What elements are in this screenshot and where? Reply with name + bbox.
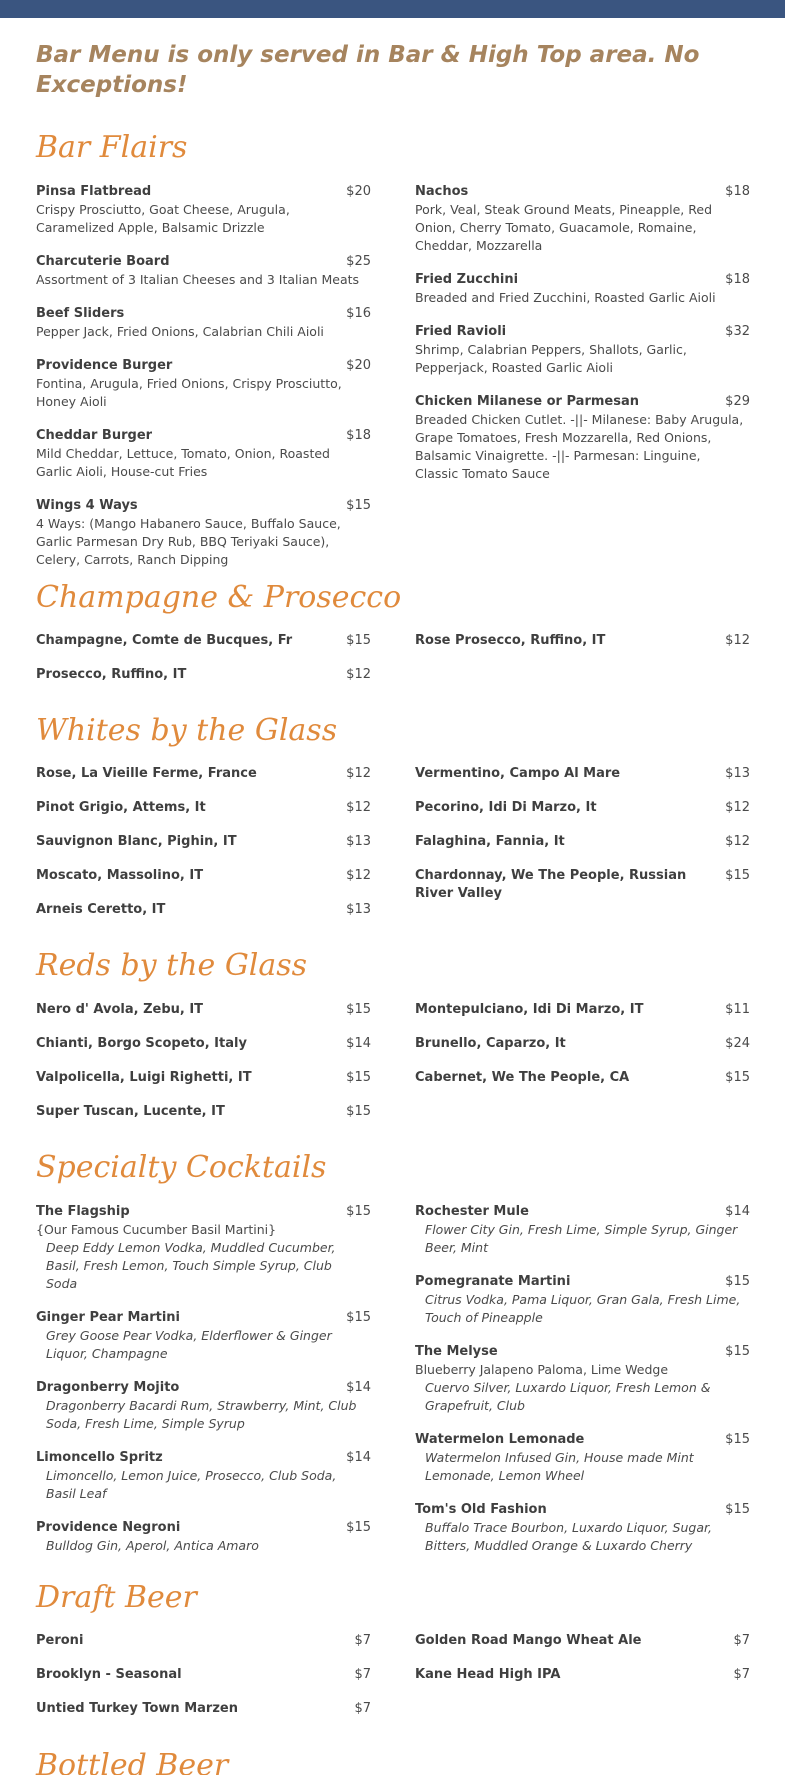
item-price: $12 <box>346 868 371 883</box>
item-name: Falaghina, Fannia, It <box>415 834 565 849</box>
menu-item <box>36 833 371 851</box>
item-name: Watermelon Lemonade <box>415 1432 585 1447</box>
menu-item <box>36 497 371 569</box>
menu-item <box>36 632 371 650</box>
item-name: Rochester Mule <box>415 1204 529 1219</box>
section-title-bottled-beer: Bottled Beer <box>36 1748 229 1775</box>
item-name: Nero d' Avola, Zebu, IT <box>36 1002 204 1017</box>
item-description: 4 Ways: (Mango Habanero Sauce, Buffalo Sauce, Garlic Parmesan Dry Rub, BBQ Teriyaki Sauce), Celery, Carrots, Ranch Dipping <box>36 516 341 567</box>
menu-item <box>415 1666 750 1684</box>
item-price: $12 <box>346 667 371 682</box>
menu-item <box>415 1632 750 1650</box>
item-name: Arneis Ceretto, IT <box>36 902 166 917</box>
menu-item <box>415 632 750 650</box>
item-name: Pecorino, Idi Di Marzo, It <box>415 800 597 815</box>
menu-item <box>415 323 750 377</box>
item-subtitle: Blueberry Jalapeno Paloma, Lime Wedge <box>415 1362 669 1377</box>
item-price: $18 <box>346 428 371 443</box>
item-name: Vermentino, Campo Al Mare <box>415 766 621 781</box>
menu-item <box>36 666 371 684</box>
item-name: Brunello, Caparzo, It <box>415 1036 566 1051</box>
draft-right-column <box>415 1632 750 1700</box>
item-price: $18 <box>725 184 750 199</box>
reds-left-column <box>36 1001 371 1137</box>
item-price: $12 <box>725 834 750 849</box>
item-name: Chianti, Borgo Scopeto, Italy <box>36 1036 247 1051</box>
item-price: $7 <box>354 1701 371 1716</box>
item-ingredients: Flower City Gin, Fresh Lime, Simple Syrup, Ginger Beer, Mint <box>425 1222 738 1255</box>
item-description: Shrimp, Calabrian Peppers, Shallots, Garlic, Pepperjack, Roasted Garlic Aioli <box>415 342 687 375</box>
item-price: $12 <box>725 633 750 648</box>
menu-item <box>36 427 371 481</box>
item-name: Dragonberry Mojito <box>36 1380 180 1395</box>
item-price: $20 <box>346 358 371 373</box>
item-description: Pepper Jack, Fried Onions, Calabrian Chili Aioli <box>36 324 324 339</box>
item-price: $14 <box>346 1036 371 1051</box>
reds-right-column <box>415 1001 750 1103</box>
item-name: Fried Ravioli <box>415 324 507 339</box>
item-price: $15 <box>346 1002 371 1017</box>
item-description: Mild Cheddar, Lettuce, Tomato, Onion, Roasted Garlic Aioli, House-cut Fries <box>36 446 330 479</box>
item-name: Sauvignon Blanc, Pighin, IT <box>36 834 237 849</box>
item-name: Kane Head High IPA <box>415 1667 561 1682</box>
item-name: Ginger Pear Martini <box>36 1310 180 1325</box>
item-name: Tom's Old Fashion <box>415 1502 547 1517</box>
menu-item <box>36 799 371 817</box>
item-name: Providence Burger <box>36 358 173 373</box>
cocktails-left-column <box>36 1203 371 1571</box>
bar-menu-notice: Bar Menu is only served in Bar & High Top area. No Exceptions! <box>36 42 700 98</box>
menu-item <box>36 765 371 783</box>
item-price: $25 <box>346 254 371 269</box>
menu-item <box>36 867 371 885</box>
item-description: Crispy Prosciutto, Goat Cheese, Arugula, Caramelized Apple, Balsamic Drizzle <box>36 202 290 235</box>
item-price: $13 <box>346 834 371 849</box>
item-name: Fried Zucchini <box>415 272 519 287</box>
item-ingredients: Limoncello, Lemon Juice, Prosecco, Club Soda, Basil Leaf <box>46 1468 337 1501</box>
item-name: Pinsa Flatbread <box>36 184 152 199</box>
item-price: $15 <box>725 1432 750 1447</box>
champagne-right-column <box>415 632 750 666</box>
item-price: $7 <box>354 1633 371 1648</box>
item-name: Charcuterie Board <box>36 254 170 269</box>
menu-item <box>415 765 750 783</box>
menu-item <box>415 1431 750 1485</box>
item-name: Chicken Milanese or Parmesan <box>415 394 639 409</box>
item-name: Cabernet, We The People, CA <box>415 1070 630 1085</box>
item-name: Providence Negroni <box>36 1520 181 1535</box>
menu-item <box>36 1379 371 1433</box>
menu-item <box>415 833 750 851</box>
item-ingredients: Cuervo Silver, Luxardo Liquor, Fresh Lemon & Grapefruit, Club <box>425 1380 711 1413</box>
item-price: $15 <box>725 1502 750 1517</box>
item-name: Untied Turkey Town Marzen <box>36 1701 238 1716</box>
item-price: $29 <box>725 394 750 409</box>
item-price: $15 <box>725 868 750 883</box>
item-price: $15 <box>346 633 371 648</box>
item-price: $11 <box>725 1002 750 1017</box>
item-price: $15 <box>346 1204 371 1219</box>
menu-item <box>415 1501 750 1555</box>
whites-left-column <box>36 765 371 935</box>
menu-item <box>36 1035 371 1053</box>
item-ingredients: Watermelon Infused Gin, House made Mint Lemonade, Lemon Wheel <box>425 1450 694 1483</box>
menu-item <box>36 1666 371 1684</box>
item-price: $15 <box>725 1070 750 1085</box>
menu-item <box>36 253 371 289</box>
item-name: Rose Prosecco, Ruffino, IT <box>415 633 606 648</box>
item-name: Super Tuscan, Lucente, IT <box>36 1104 225 1119</box>
item-price: $20 <box>346 184 371 199</box>
item-name: Moscato, Massolino, IT <box>36 868 204 883</box>
item-price: $12 <box>725 800 750 815</box>
menu-item <box>36 1700 371 1718</box>
item-price: $14 <box>346 1380 371 1395</box>
menu-item <box>36 1632 371 1650</box>
section-title-whites: Whites by the Glass <box>36 713 338 748</box>
champagne-left-column <box>36 632 371 700</box>
item-price: $16 <box>346 306 371 321</box>
item-ingredients: Grey Goose Pear Vodka, Elderflower & Ginger Liquor, Champagne <box>46 1328 332 1361</box>
item-price: $15 <box>346 1070 371 1085</box>
item-ingredients: Citrus Vodka, Pama Liquor, Gran Gala, Fresh Lime, Touch of Pineapple <box>425 1292 741 1325</box>
menu-item <box>415 1069 750 1087</box>
item-price: $18 <box>725 272 750 287</box>
menu-item <box>36 357 371 411</box>
item-name: Golden Road Mango Wheat Ale <box>415 1633 642 1648</box>
draft-left-column <box>36 1632 371 1734</box>
item-description: Fontina, Arugula, Fried Onions, Crispy Prosciutto, Honey Aioli <box>36 376 342 409</box>
whites-right-column <box>415 765 750 901</box>
item-name: Pomegranate Martini <box>415 1274 571 1289</box>
item-name: The Melyse <box>415 1344 498 1359</box>
item-name: Champagne, Comte de Bucques, Fr <box>36 633 293 648</box>
menu-item <box>415 1273 750 1327</box>
item-name: Pinot Grigio, Attems, It <box>36 800 206 815</box>
item-description: Pork, Veal, Steak Ground Meats, Pineapple, Red Onion, Cherry Tomato, Guacamole, Romaine, Cheddar, Mozzarella <box>415 202 712 253</box>
item-name: Brooklyn - Seasonal <box>36 1667 182 1682</box>
item-name: Limoncello Spritz <box>36 1450 163 1465</box>
item-description: Breaded and Fried Zucchini, Roasted Garlic Aioli <box>415 290 716 305</box>
item-price: $14 <box>725 1204 750 1219</box>
item-ingredients: Bulldog Gin, Aperol, Antica Amaro <box>46 1538 259 1553</box>
item-price: $7 <box>733 1667 750 1682</box>
item-price: $7 <box>733 1633 750 1648</box>
item-ingredients: Buffalo Trace Bourbon, Luxardo Liquor, Sugar, Bitters, Muddled Orange & Luxardo Cherry <box>425 1520 712 1553</box>
item-price: $13 <box>725 766 750 781</box>
item-name: Beef Sliders <box>36 306 125 321</box>
cocktails-right-column <box>415 1203 750 1571</box>
item-price: $12 <box>346 766 371 781</box>
item-price: $24 <box>725 1036 750 1051</box>
item-price: $15 <box>346 1520 371 1535</box>
menu-item <box>36 1069 371 1087</box>
menu-item <box>415 799 750 817</box>
section-title-bar-flairs: Bar Flairs <box>36 130 188 165</box>
item-price: $32 <box>725 324 750 339</box>
item-description: Assortment of 3 Italian Cheeses and 3 Italian Meats <box>36 272 360 287</box>
item-name: Prosecco, Ruffino, IT <box>36 667 187 682</box>
menu-item <box>36 1449 371 1503</box>
section-title-champagne-prosecco: Champagne & Prosecco <box>36 580 402 615</box>
menu-item <box>36 1203 371 1293</box>
item-name: Montepulciano, Idi Di Marzo, IT <box>415 1002 644 1017</box>
item-price: $15 <box>725 1274 750 1289</box>
menu-item <box>415 393 750 483</box>
item-name: Cheddar Burger <box>36 428 153 443</box>
top-bar <box>0 0 785 18</box>
item-name: Chardonnay, We The People, Russian River Valley <box>415 868 687 901</box>
item-price: $14 <box>346 1450 371 1465</box>
menu-item <box>36 1309 371 1363</box>
bar-flairs-right-column <box>415 183 750 499</box>
item-price: $15 <box>346 1310 371 1325</box>
menu-item <box>36 901 371 919</box>
item-name: Wings 4 Ways <box>36 498 138 513</box>
item-price: $15 <box>346 1104 371 1119</box>
menu-item <box>36 305 371 341</box>
item-name: Nachos <box>415 184 469 199</box>
item-name: The Flagship <box>36 1204 130 1219</box>
menu-item <box>36 1103 371 1121</box>
item-description: Breaded Chicken Cutlet. -||- Milanese: Baby Arugula, Grape Tomatoes, Fresh Mozzarella, Red Onions, Balsamic Vinaigrette. -||- Parmesan: Linguine, Classic Tomato Sauce <box>415 412 744 481</box>
menu-item <box>415 1203 750 1257</box>
item-price: $12 <box>346 800 371 815</box>
menu-item <box>415 183 750 255</box>
menu-item <box>36 1001 371 1019</box>
item-price: $13 <box>346 902 371 917</box>
item-price: $15 <box>346 498 371 513</box>
section-title-reds: Reds by the Glass <box>36 948 308 983</box>
menu-item <box>415 271 750 307</box>
menu-item <box>415 1001 750 1019</box>
item-subtitle: {Our Famous Cucumber Basil Martini} <box>36 1222 277 1237</box>
section-title-draft-beer: Draft Beer <box>36 1580 197 1615</box>
menu-item <box>415 867 750 901</box>
item-name: Rose, La Vieille Ferme, France <box>36 766 257 781</box>
section-title-cocktails: Specialty Cocktails <box>36 1150 327 1185</box>
item-ingredients: Deep Eddy Lemon Vodka, Muddled Cucumber, Basil, Fresh Lemon, Touch Simple Syrup, Club Soda <box>46 1240 336 1291</box>
item-ingredients: Dragonberry Bacardi Rum, Strawberry, Mint, Club Soda, Fresh Lime, Simple Syrup <box>46 1398 357 1431</box>
item-name: Valpolicella, Luigi Righetti, IT <box>36 1070 252 1085</box>
menu-item <box>36 183 371 237</box>
menu-item <box>415 1343 750 1415</box>
item-price: $7 <box>354 1667 371 1682</box>
menu-item <box>36 1519 371 1555</box>
item-name: Peroni <box>36 1633 84 1648</box>
menu-item <box>415 1035 750 1053</box>
bar-flairs-left-column <box>36 183 371 585</box>
item-price: $15 <box>725 1344 750 1359</box>
